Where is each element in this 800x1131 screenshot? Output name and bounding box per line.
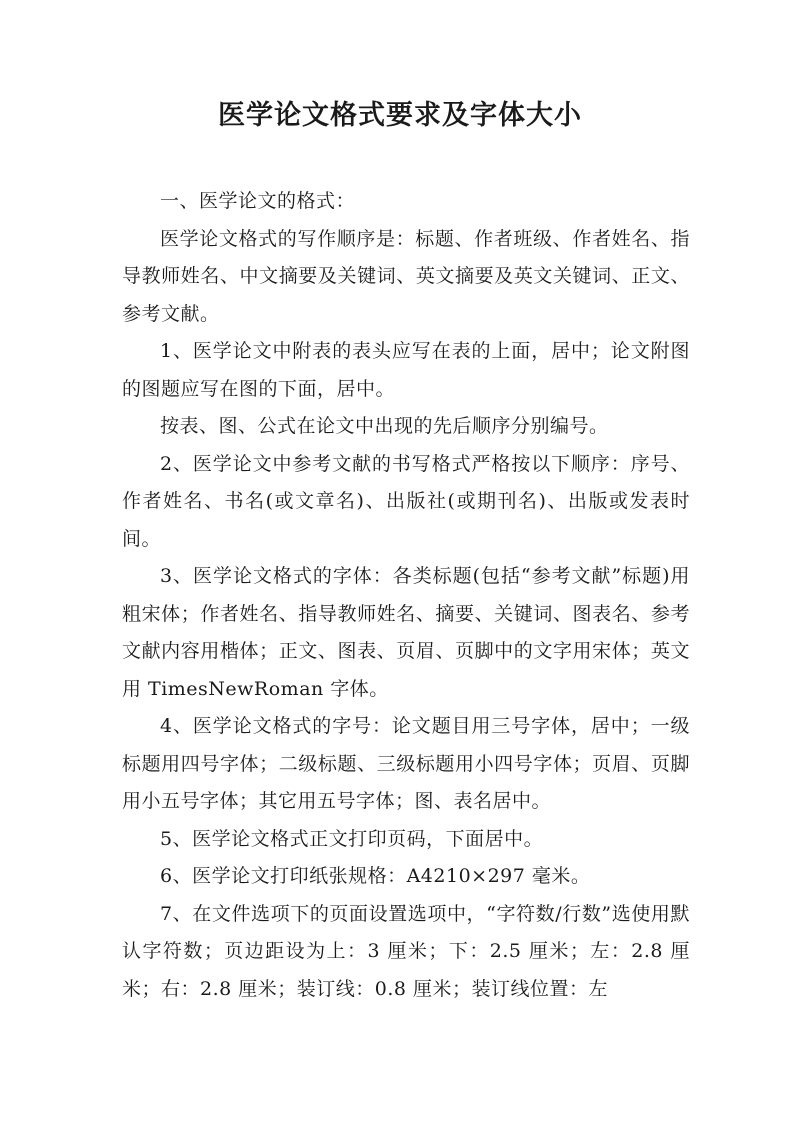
paragraph-rule-4: 4、医学论文格式的字号：论文题目用三号字体，居中；一级标题用四号字体；二级标题、三级标题用小四号字体；页眉、页脚用小五号字体；其它用五号字体；图、表名居中。 — [122, 715, 690, 812]
paragraph-rule-7: 7、在文件选项下的页面设置选项中，“字符数/行数”选使用默认字符数；页边距设为上：3 厘米；下：2.5 厘米；左：2.8 厘米；右：2.8 厘米；装订线：0.8 厘米；装订线位置：左 — [122, 902, 690, 1000]
paragraph-writing-order: 医学论文格式的写作顺序是：标题、作者班级、作者姓名、指导教师姓名、中文摘要及关键词、英文摘要及英文关键词、正文、参考文献。 — [122, 227, 690, 325]
paragraph-rule-5: 5、医学论文格式正文打印页码，下面居中。 — [160, 827, 544, 850]
document-title: 医学论文格式要求及字体大小 — [218, 100, 582, 131]
section-heading-format: 一、医学论文的格式： — [160, 190, 356, 212]
paragraph-rule-1: 1、医学论文中附表的表头应写在表的上面，居中；论文附图的图题应写在图的下面，居中。 — [122, 340, 690, 400]
paragraph-rule-3: 3、医学论文格式的字体：各类标题(包括“参考文献”标题)用粗宋体；作者姓名、指导教师姓名、摘要、关键词、图表名、参考文献内容用楷体；正文、图表、页眉、页脚中的文字用宋体；英文用 TimesNewRoman 字体。 — [122, 565, 690, 700]
paragraph-numbering: 按表、图、公式在论文中出现的先后顺序分别编号。 — [160, 415, 609, 437]
paragraph-rule-2: 2、医学论文中参考文献的书写格式严格按以下顺序：序号、作者姓名、书名(或文章名)、出版社(或期刊名)、出版或发表时间。 — [122, 452, 690, 550]
paragraph-rule-6: 6、医学论文打印纸张规格：A4210×297 毫米。 — [160, 865, 591, 887]
document-body — [122, 183, 690, 1008]
